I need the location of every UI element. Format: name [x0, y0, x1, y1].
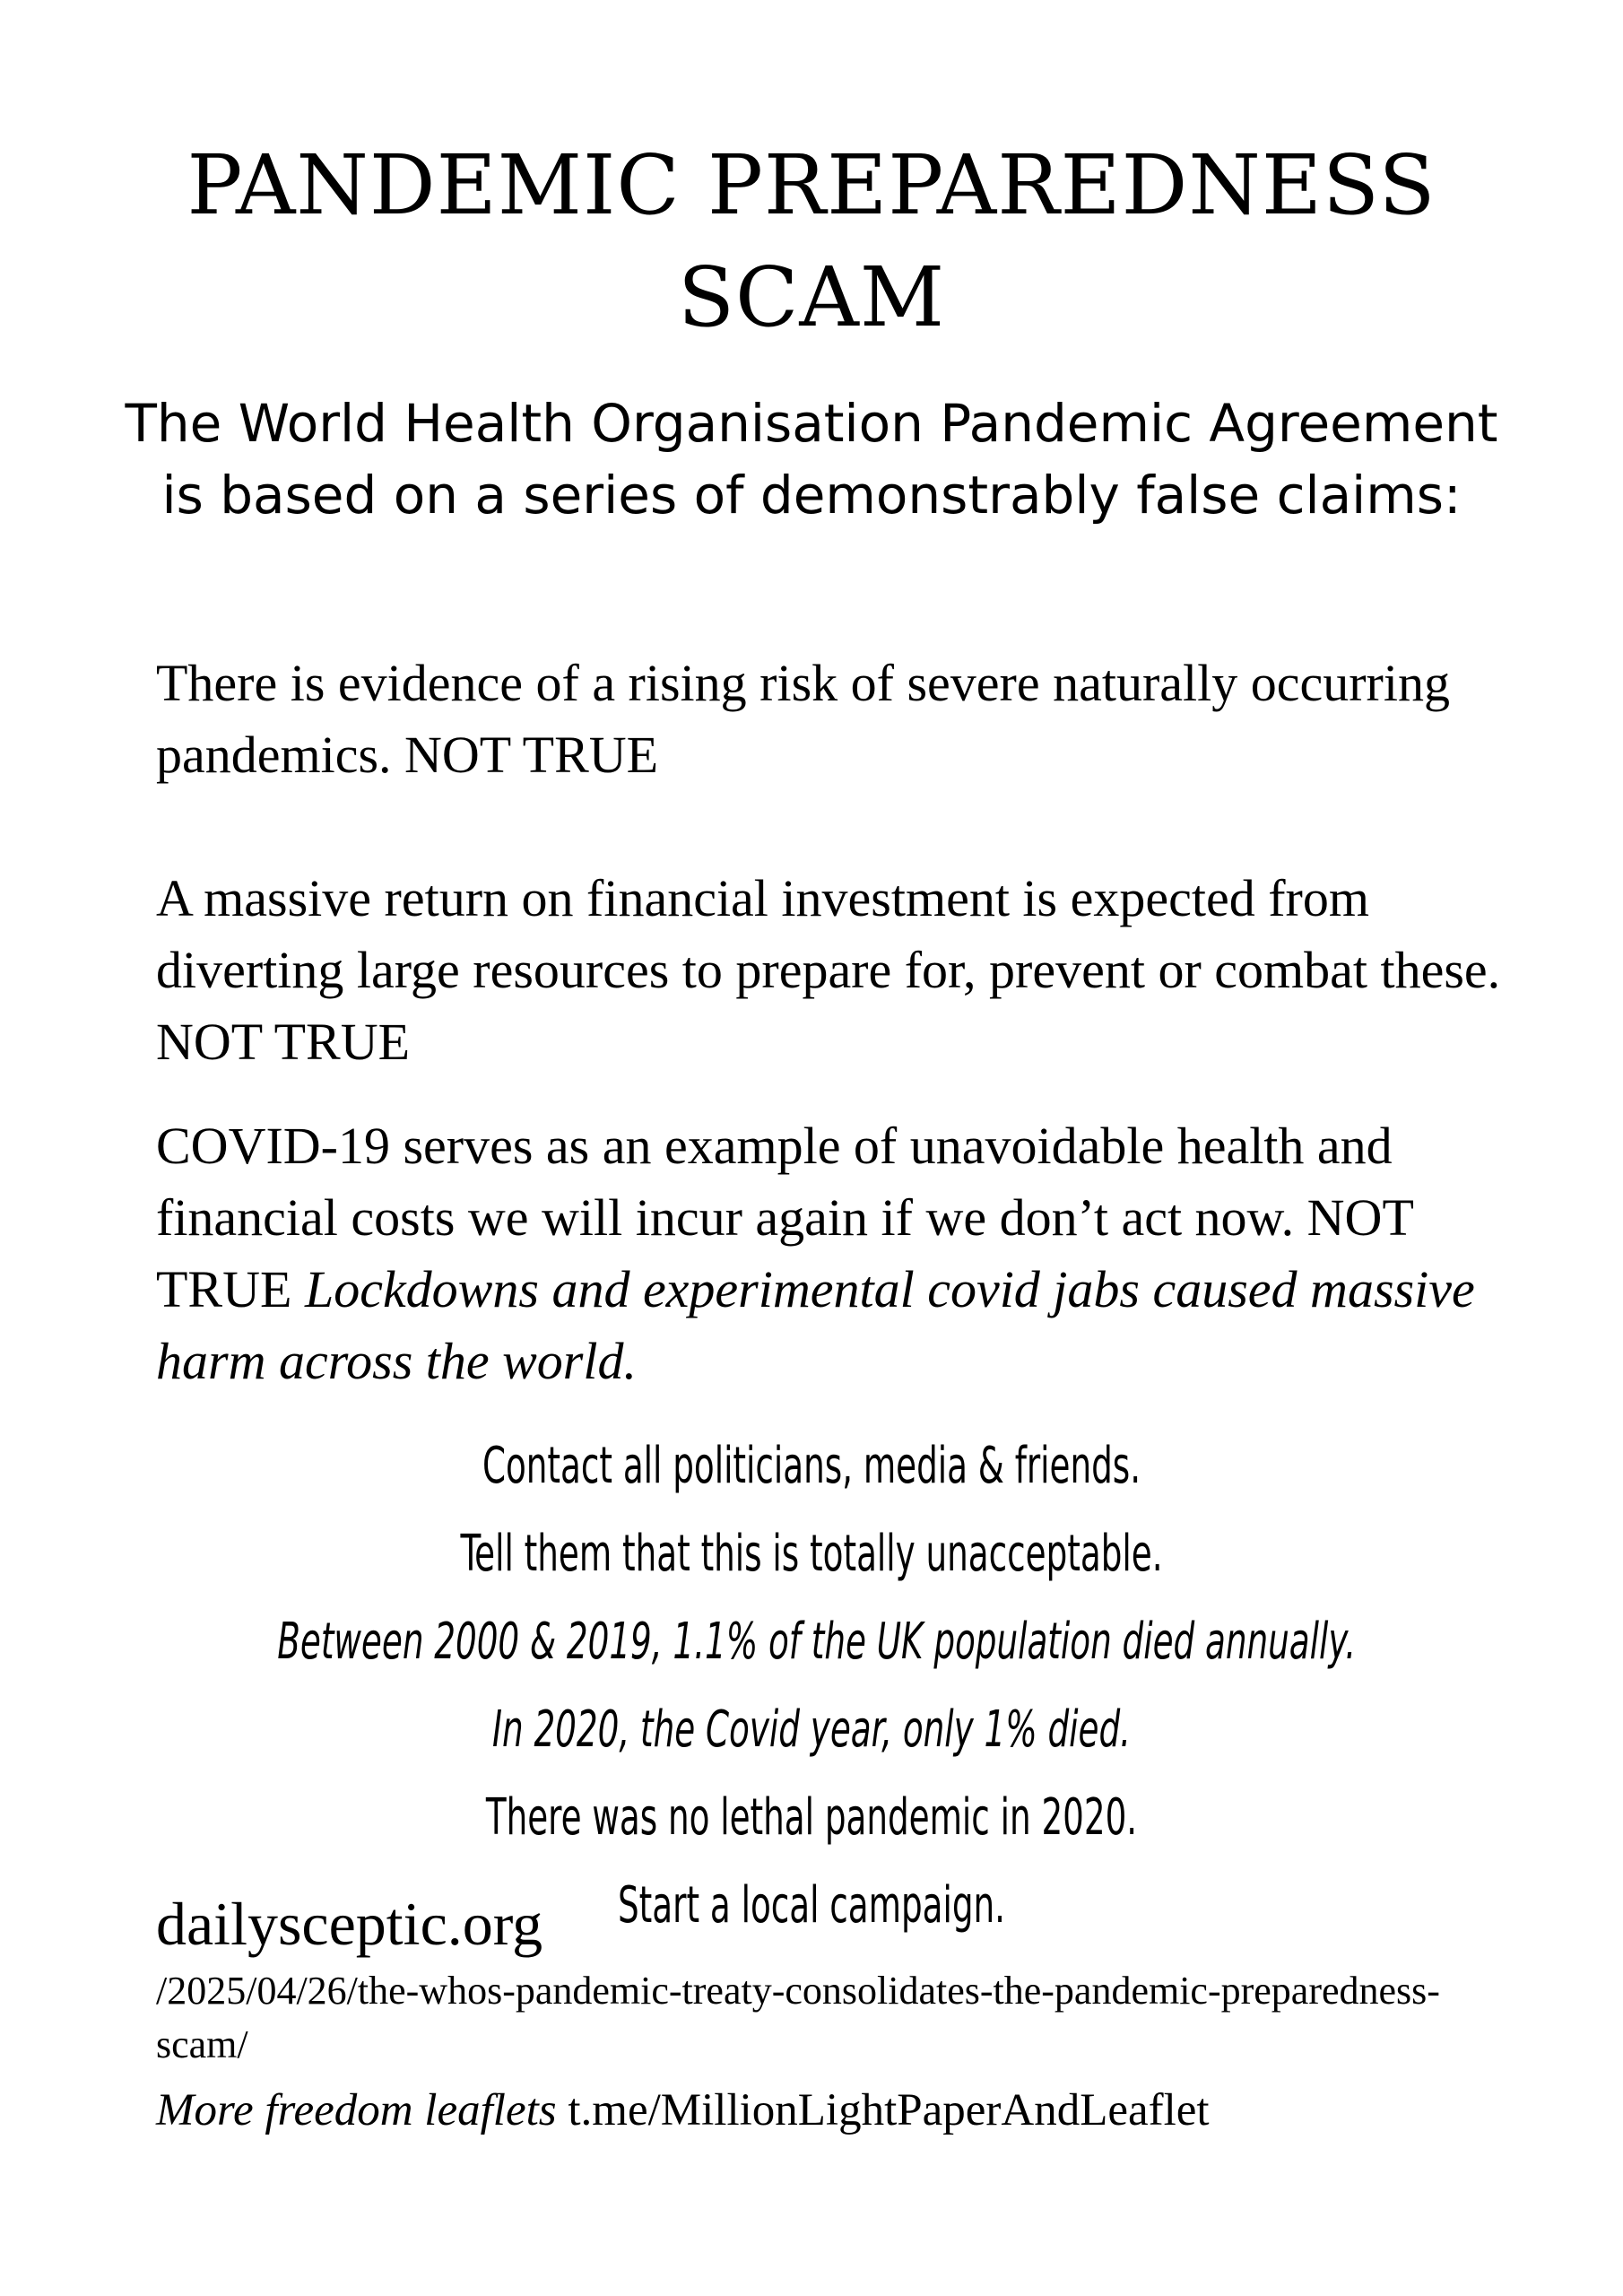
intro-paragraph: The World Health Organisation Pandemic Agreement is based on a series of demonstrably false claims:: [125, 393, 1498, 526]
more-leaflets-label: More freedom leaflets: [156, 2085, 557, 2135]
cta-line-contact: Contact all politicians, media & friends.: [482, 1437, 1141, 1495]
page-title-line-2: SCAM: [677, 249, 946, 345]
source-path: /2025/04/26/the-whos-pandemic-treaty-consolidates-the-pandemic-preparedness-scam/: [156, 1969, 1440, 2066]
page-title-line-1: PANDEMIC PREPAREDNESS: [187, 137, 1436, 233]
cta-line-mortality-2020: In 2020, the Covid year, only 1% died.: [492, 1700, 1131, 1759]
claim-1: [156, 648, 1519, 791]
source-site: dailysceptic.org: [156, 1890, 543, 1958]
claim-2: [156, 863, 1519, 1078]
claim-3-text: COVID-19 serves as an example of unavoidable health and financial costs we will incur again if we don’t act now. NOT TRUE: [156, 1117, 1413, 1318]
more-leaflets: [156, 2079, 1210, 2142]
cta-line-mortality-2000-2019: Between 2000 & 2019, 1.1% of the UK population died annually.: [277, 1613, 1357, 1671]
cta-line-campaign: Start a local campaign.: [618, 1876, 1005, 1935]
claim-3: [156, 1110, 1519, 1397]
call-to-action: [90, 1422, 1533, 1950]
claim-3-italic-note: Lockdowns and experimental covid jabs caused massive harm across the world.: [156, 1260, 1475, 1390]
claim-1-text: There is evidence of a rising risk of severe naturally occurring pandemics. NOT TRUE: [156, 654, 1450, 784]
cta-line-unacceptable: Tell them that this is totally unacceptable.: [460, 1525, 1163, 1583]
claim-2-text: A massive return on financial investment is expected from diverting large resources to prepare for, prevent or combat these. NOT TRUE: [156, 869, 1501, 1071]
cta-line-no-pandemic: There was no lethal pandemic in 2020.: [485, 1788, 1138, 1847]
more-leaflets-link: t.me/MillionLightPaperAndLeaflet: [556, 2085, 1210, 2135]
